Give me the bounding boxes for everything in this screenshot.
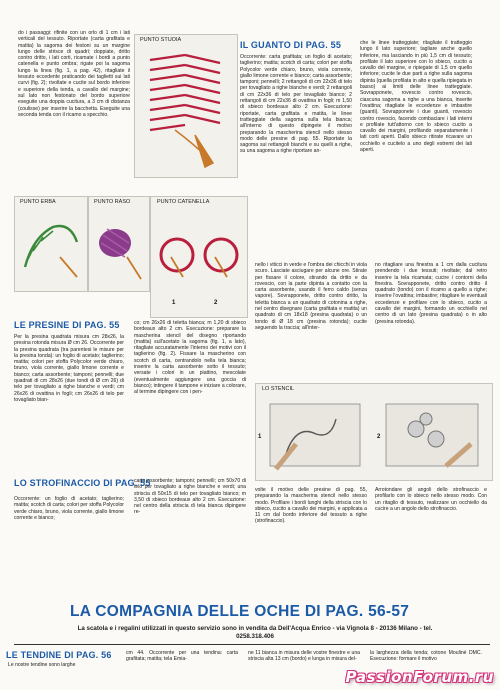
intro-text: do i passaggi: rifinite con un orlo di 1 cm i lati verticali del tessuto. Riportate (carta grafitata e matita) la sagoma dei festoni su un margine lungo delle strisce di quadri; doppiate, dritto contro dritto, i lati corti, ricamate i bordi a punto catenella e punto ombra; rigate poi la sagoma lungo la linea (fig. 1, a pag. 42), ritagliate il tessuto eccedente praticando dei taglietti sui lati curvi (fig. 2); rivoltate e cucite sul bordo inferiore e superiore della tenda, a cavallo del margine; sul lato non festonato del bordo superiore eseguite una doppia cucitura, a 3 cm di distanza (coulisse) per inserire la bacchetta. Eseguite una seconda tenda con il ricamo a specchio. bbox=[18, 30, 130, 118]
strofinaccio-text-col4: Arrotondare gli angoli dello strofinaccio e profilarlo con lo sbieco nello stesso modo. Con un ritaglio di tessuto, realizzare un occhiello da cucire a un angolo dello strofinaccio. bbox=[375, 487, 487, 512]
label-punto-catenella: PUNTO CATENELLA bbox=[157, 199, 210, 205]
fig-number-2: 2 bbox=[214, 300, 218, 306]
presine-text-col4: no ritagliare una finestra a 1 cm dalla cucitura prendendo i due tessuti; rivoltate; dal retro inserire la tela ricamata; cucire i contorni della finestra. Sovrapponete, dritto contro dritto il quadrato (tondo) con il ricamo a quello a righe; inserire l'ovattina; imbastire; ritagliare le eventuali eccedenze e profilare con lo sbieco, cucito a cavallo dei margini, formando un occhiello nel centro di un lato (presina quadrata) o in alto (presina rotonda). bbox=[375, 262, 487, 325]
strofinaccio-text-col3: volte il motivo delle presine di pag. 55, preparando la mascherina stencil nello stesso modo. Profilare i bordi lunghi della striscia con lo sbieco, cucito a cavallo dei margini, e applicata a 11 cm dal bordo inferiore del tessuto a righe (strofinaccio). bbox=[255, 487, 367, 525]
stencil-fig-number-1: 1 bbox=[258, 434, 262, 440]
figure-punto-catenella bbox=[150, 196, 248, 318]
figure-punto-erba bbox=[14, 196, 88, 292]
figure-punto-stuoia bbox=[134, 34, 238, 178]
strofinaccio-text-col2: carta assorbente; tamponi; pennelli; cm 50x70 di telo per tovagliato a righe bianche e verdi; una striscia di 50x15 di telo per tovagliato bianco; m 3,50 di sbieco bordeaux alto 2 cm. Esecuzione: nel centro della striscia di tela bianca dipingere re- bbox=[134, 478, 246, 516]
tendine-text-col2: cm 44. Occorrente per una tendina: carta grafitata; matita; tela Emia- bbox=[126, 650, 238, 663]
presine-text-col1: Per la presina quadrata misura cm 28x26, la presina rotonda misura Ø cm 26. Occorrente per la presina quadrata (tra parentesi le misure per la presina tonda): un foglio di acetato; taglierino; matita; colori per stoffa Polycolor verde chiaro, bruno, viola corrente, giallo limone corrente e bianco; carta assorbente; tamponi; pennelli; due quadrati di cm 28x26 (due tondi di Ø cm 26) di telo per tovagliato a righe bianche e verdi; cm 26x26 di ovattina in fogli; cm 26x26 di telo per tovagliato bian- bbox=[14, 334, 124, 403]
punto-stuoia-drawing bbox=[135, 35, 237, 177]
divider-line bbox=[14, 644, 490, 645]
strofinaccio-text-col1: Occorrente: un foglio di acetato; taglierino; matita; scotch di carta; colori per stoffa Polycolor verde chiaro, bruno, viola corrente, giallo limone corrente e bianco; bbox=[14, 496, 124, 521]
figure-stencil bbox=[255, 383, 493, 481]
section-title-compagnia-oche: LA COMPAGNIA DELLE OCHE DI PAG. 56-57 bbox=[70, 603, 410, 620]
guanto-text-col2: che le linee tratteggiate; ritagliate il tratteggio lungo il lato superiore; tagliare anche quello inferiore, ma lasciando in più 1,5 cm di tessuto; profilate il lato superiore con lo sbieco, cucito a cavallo del margine, e ripiegate di 1,5 cm quello inferiore; cucite le due parti a righe sulla sagoma dipinta (quella profilata in alto e quella ripiegata in basso) ai limiti delle linee tratteggiate. Sovrapponete, rovescio contro rovescio, ciascuna sagoma a righe a una bianca, inserite l'ovattina; ritagliate le eccedenze e imbastire (guanti). Sovrapponete i due guanti, rovescio contro rovescio, facendo combaciare i lati interni e profilate tutt'attorno con lo sbieco cucito a cavallo dei margini, profilando separatamente i lati corti aperti. Dallo sbieco ritirate ricavare un occhiello e cucitelo a uno degli estremi dei lati aperti. bbox=[360, 40, 472, 154]
label-punto-raso: PUNTO RASO bbox=[94, 199, 131, 205]
watermark-passionforum: PassionForum.ru bbox=[345, 668, 494, 686]
tendine-text-col1: Le nostre tendine sono larghe bbox=[8, 662, 76, 668]
presine-text-col3: nello i viticci in verde e l'ombra dei chicchi in viola scuro. Lasciate asciugare per alcune ore. Stirate per fissare il colore, stirando da dritto e da rovescio, con la parte dipinta a contatto con la carta assorbente, usando il ferro caldo (senza vapore). Sovrapponete, dritto contro dritto, la teletta bianca a un quadrato di cotonina a righe, nel centro disegnare (carta grafitata e matita) un quadrato di cm 18x18 (presina quadrata) o un tondo di Ø 18 cm (presina rotonda); cucite seguendo la traccia; all'inter- bbox=[255, 262, 367, 331]
label-stencil: LO STENCIL bbox=[262, 386, 295, 392]
punto-raso-drawing bbox=[89, 197, 149, 291]
guanto-text-col1: Occorrente: carta grafitata; un foglio di acetato; taglierino; matita; scotch di carta; colori per stoffa Polycolor verde chiaro, bruno, viola corrente, giallo limone corrente e bianco; carta assorbente; tamponi; pennelli; 2 rettangoli di cm 22x36 di telo per tovagliato a righe bianche e verdi; 2 rettangoli di cm 22x36 di telo per tovagliato bianco; 2 rettangoli di cm 22x36 di ovattina in fogli; m 1,50 di sbieco bordeaux alto 2 cm. Esecuzione: riportate, carta grafitata e matita, le linee tratteggiate della sagoma sulla tela bianca; all'interno di questo dipingete il motivo preparando la mascherina stencil nello stesso modo delle presine di pag. 55. Riportate la sagoma sui rettangoli bianchi e su quelli a righe, su una sagoma a righe riportare an- bbox=[240, 54, 352, 155]
presine-text-col2: co; cm 26x26 di teletta bianca; m 1,20 di sbieco bordeaux alto 2 cm. Esecuzione: preparare la mascherina stencil del disegno riportando (matita) sull'acetato la sagoma (fig. 1, a lato), ritagliate accuratamente l'interno dei motivi con il taglierino (fig. 2). Fissare la mascherino con scotch di carta, centrandolo nella tela bianca; inserire la carta assorbente sotto il tessuto; versate i colori in un piattino, mescolate (eventualmente aggiungere una goccia di bianco); intingere il tampone e iniziare a colorare, al termine dipingere con i pen- bbox=[134, 320, 246, 396]
tendine-text-col4: la larghezza della tenda; cotone Mouliné DMC. Esecuzione: formare il motivo bbox=[370, 650, 482, 663]
supplier-note: La scatola e i regalini utilizzati in questo servizio sono in vendita da Dell'Acqua Enrico - via Vignola 8 - 20136 Milano - tel. 0258.318.406 bbox=[77, 625, 433, 640]
stencil-fig-number-2: 2 bbox=[377, 434, 381, 440]
tendine-text-col3: ne 11 bianca in misura delle vostre finestre e una striscia alta 13 cm (bordo) e lunga in misura del- bbox=[248, 650, 360, 663]
heading-tendine: LE TENDINE DI PAG. 56 bbox=[6, 650, 112, 660]
heading-guanto: IL GUANTO DI PAG. 55 bbox=[240, 40, 342, 50]
label-punto-stuoia: PUNTO STUOIA bbox=[140, 37, 182, 43]
punto-erba-drawing bbox=[15, 197, 87, 291]
figure-punto-raso bbox=[88, 196, 150, 292]
heading-strofinaccio: LO STROFINACCIO DI PAG. 55 bbox=[14, 478, 151, 488]
heading-presine: LE PRESINE DI PAG. 55 bbox=[14, 320, 120, 330]
fig-number-1: 1 bbox=[172, 300, 176, 306]
label-punto-erba: PUNTO ERBA bbox=[20, 199, 56, 205]
stencil-drawing bbox=[256, 384, 492, 480]
punto-catenella-drawing bbox=[151, 197, 247, 317]
